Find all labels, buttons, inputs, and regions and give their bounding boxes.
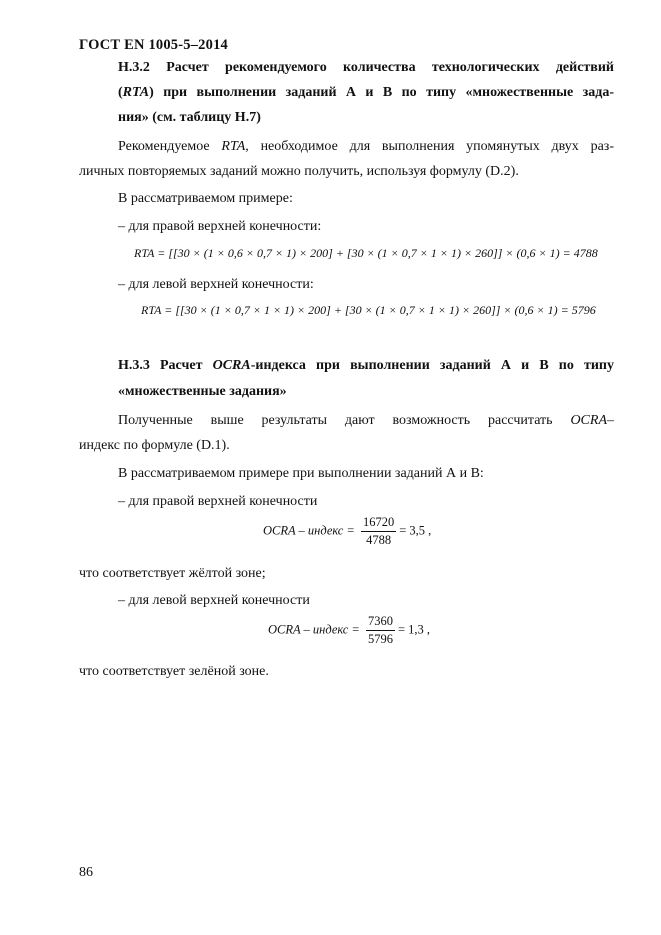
formula-rhs: = 3,5 ,	[399, 523, 432, 538]
section-h32-title-line3: ния» (см. таблицу Н.7)	[118, 110, 261, 125]
formula-lhs: OCRA – индекс =	[268, 622, 363, 637]
list-item-right-limb: – для правой верхней конечности	[118, 494, 318, 509]
title-text-a: Н.3.3 Расчет	[118, 358, 213, 373]
para-text-a: Полученные выше результаты дают возможность рассчитать	[118, 413, 571, 428]
para-text-a: Рекомендуемое	[118, 139, 222, 154]
section-h32-title-line2	[118, 80, 614, 105]
title-text-b: -индекса при выполнении заданий А и В по типу	[250, 358, 614, 373]
ocra-term: OCRA–	[570, 413, 614, 428]
numerator: 16720	[361, 515, 396, 532]
ocra-term: OCRA	[212, 358, 251, 373]
section-h33-title-line1	[118, 353, 614, 378]
formula-ocra-left	[268, 614, 430, 647]
formula-rta-left: RTA = [[30 × (1 × 0,7 × 1 × 1) × 200] + [30 × (1 × 0,7 × 1 × 1) × 260]] × (0,6 × 1) = 5796	[141, 303, 596, 317]
zone-result-left: что соответствует зелёной зоне.	[79, 664, 269, 679]
list-item-right-limb: – для правой верхней конечности:	[118, 219, 322, 234]
rta-term: RTA	[221, 139, 246, 154]
document-code: ГОСТ EN 1005-5–2014	[79, 37, 228, 53]
paren-open: (	[118, 85, 123, 100]
formula-rta-right: RTA = [[30 × (1 × 0,6 × 0,7 × 1) × 200] + [30 × (1 × 0,7 × 1 × 1) × 260]] × (0,6 × 1) = 4788	[134, 246, 598, 260]
paragraph-rta-line2: личных повторяемых заданий можно получить, используя формулу (D.2).	[79, 164, 519, 179]
title-line2-rest: ) при выполнении заданий А и В по типу «множественные зада-	[149, 85, 614, 100]
paragraph-ocra-line1	[118, 408, 614, 433]
paragraph-rta-line1	[118, 134, 614, 159]
section-h32-title-line1: Н.3.2 Расчет рекомендуемого количества технологических действий	[118, 60, 614, 75]
denominator: 4788	[366, 533, 392, 547]
fraction	[366, 614, 395, 647]
page-number: 86	[79, 865, 93, 880]
para-text-b: , необходимое для выполнения упомянутых двух раз-	[245, 139, 614, 154]
rta-term: RTA	[122, 85, 150, 100]
formula-rhs: = 1,3 ,	[398, 622, 431, 637]
denominator: 5796	[368, 632, 393, 646]
formula-lhs: OCRA – индекс =	[263, 523, 358, 538]
section-h33-title-line2: «множественные задания»	[118, 384, 287, 399]
list-item-left-limb: – для левой верхней конечности:	[118, 277, 314, 292]
numerator: 7360	[366, 614, 395, 631]
formula-ocra-right	[263, 515, 431, 548]
paragraph-ocra-line2: индекс по формуле (D.1).	[79, 438, 230, 453]
fraction	[361, 515, 396, 548]
example-intro-ab: В рассматриваемом примере при выполнении заданий А и В:	[118, 466, 484, 481]
zone-result-right: что соответствует жёлтой зоне;	[79, 566, 266, 581]
example-intro: В рассматриваемом примере:	[118, 191, 293, 206]
list-item-left-limb: – для левой верхней конечности	[118, 593, 310, 608]
